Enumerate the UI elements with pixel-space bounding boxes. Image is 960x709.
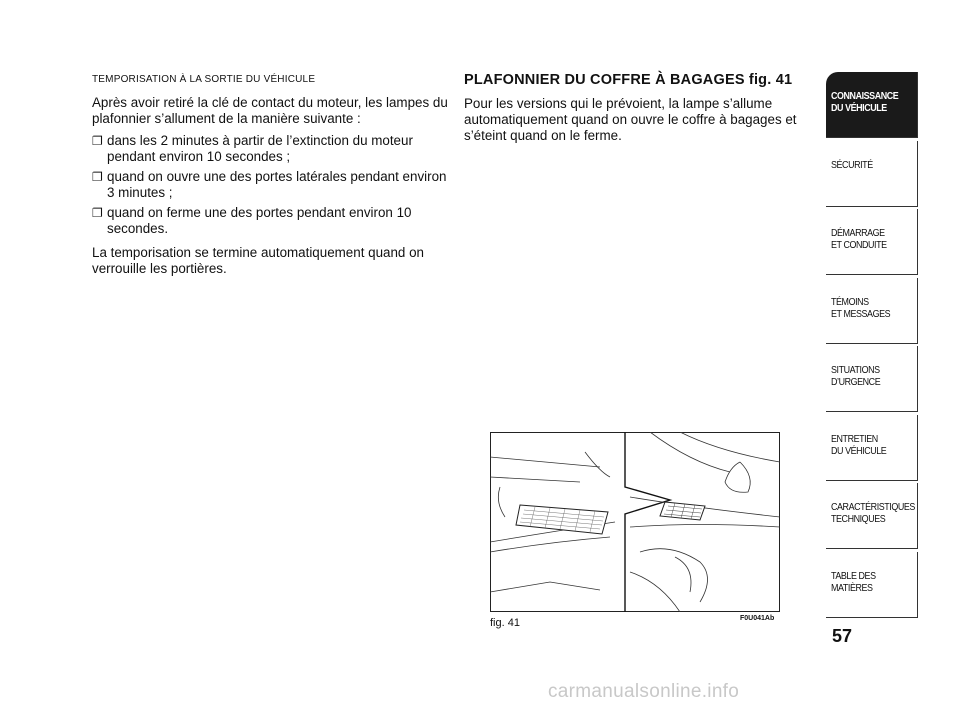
list-item: ❐ dans les 2 minutes à partir de l’extinction du moteur pendant environ 10 secondes ; xyxy=(92,133,413,164)
trunk-lamp-illustration xyxy=(490,432,780,612)
outro-paragraph: La temporisation se termine automatiquement quand on verrouille les portières. xyxy=(92,245,424,276)
tab-situations-durgence[interactable]: SITUATIONS D’URGENCE xyxy=(826,346,918,412)
tab-entretien-du-vehicule[interactable]: ENTRETIEN DU VÉHICULE xyxy=(826,415,918,481)
tab-caracteristiques-techniques[interactable]: CARACTÉRISTIQUES TECHNIQUES xyxy=(826,483,918,549)
tab-demarrage-et-conduite[interactable]: DÉMARRAGE ET CONDUITE xyxy=(826,209,918,275)
checkbox-bullet-icon: ❐ xyxy=(92,206,103,220)
list-item: ❐ quand on ferme une des portes pendant environ 10 secondes. xyxy=(92,205,412,236)
right-column xyxy=(464,72,814,150)
left-column xyxy=(92,72,452,283)
checkbox-bullet-icon: ❐ xyxy=(92,134,103,148)
intro-paragraph: Après avoir retiré la clé de contact du moteur, les lampes du plafonnier s’allument de la manière suivante : xyxy=(92,95,448,126)
page-number: 57 xyxy=(832,626,853,646)
section-subtitle: TEMPORISATION À LA SORTIE DU VÉHICULE xyxy=(92,74,316,85)
checkbox-bullet-icon: ❐ xyxy=(92,170,103,184)
tab-temoins-et-messages[interactable]: TÉMOINS ET MESSAGES xyxy=(826,278,918,344)
tab-table-des-matieres[interactable]: TABLE DES MATIÈRES xyxy=(826,552,918,618)
tab-securite[interactable]: SÉCURITÉ xyxy=(826,141,918,207)
figure-code: F0U041Ab xyxy=(740,615,775,622)
body-paragraph: Pour les versions qui le prévoient, la lampe s’allume automatiquement quand on ouvre le coffre à bagages et s’éteint quand on le ferme. xyxy=(464,96,797,143)
list-item: ❐ quand on ouvre une des portes latérales pendant environ 3 minutes ; xyxy=(92,169,447,200)
figure-caption: fig. 41 xyxy=(490,617,520,629)
tab-connaissance-du-vehicule[interactable]: CONNAISSANCE DU VÉHICULE xyxy=(826,72,918,138)
section-heading: PLAFONNIER DU COFFRE À BAGAGES fig. 41 xyxy=(464,72,793,88)
chapter-tabs xyxy=(826,72,918,620)
watermark: carmanualsonline.info xyxy=(548,681,740,702)
